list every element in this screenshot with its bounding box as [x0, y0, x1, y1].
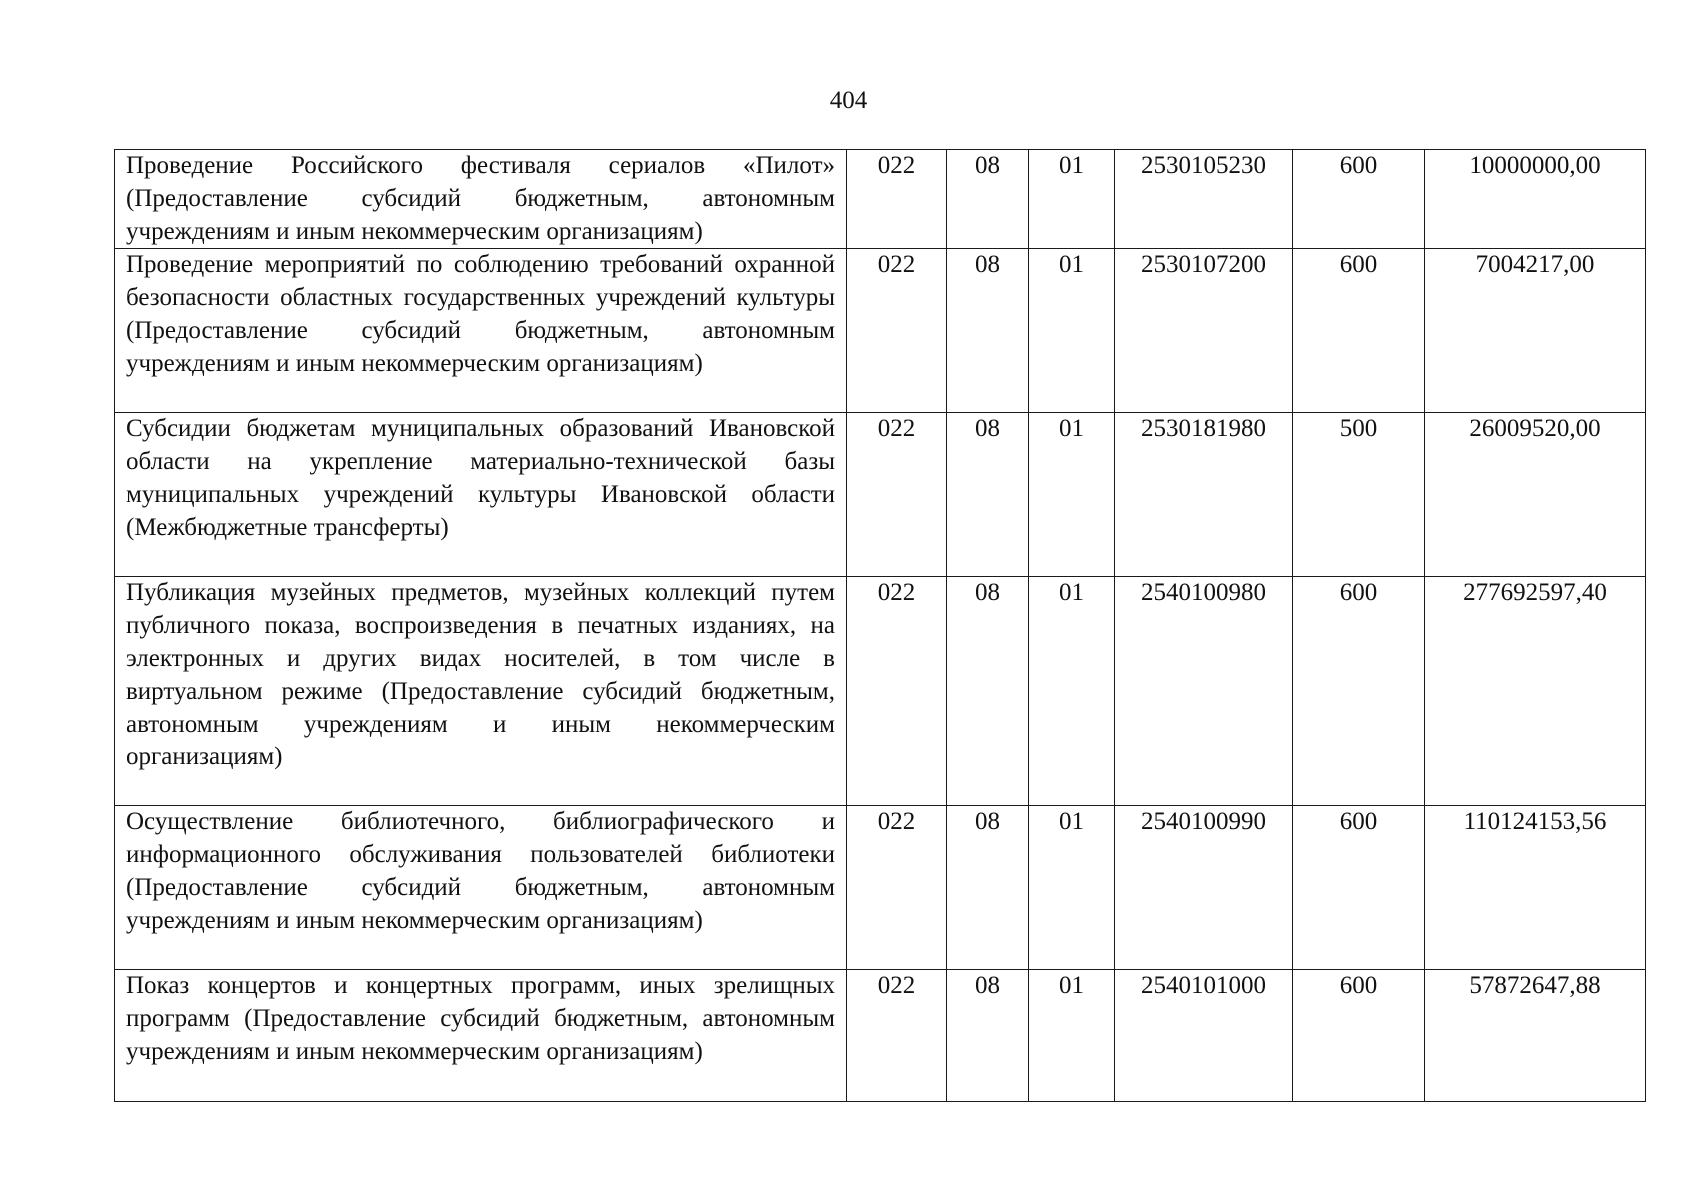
- amount: 26009520,00: [1425, 413, 1646, 577]
- expense-description: Показ концертов и концертных программ, иных зрелищных программ (Предоставление субсидий бюджетным, автономным учреждениям и иным некоммерческим организациям): [115, 970, 847, 1102]
- amount: 10000000,00: [1425, 150, 1646, 249]
- table-row: [115, 970, 1646, 1102]
- subsection-code: 01: [1029, 577, 1115, 806]
- expense-type-code: 600: [1293, 970, 1425, 1102]
- expense-description: Проведение Российского фестиваля сериалов «Пилот» (Предоставление субсидий бюджетным, автономным учреждениям и иным некоммерческим организациям): [115, 150, 847, 249]
- target-article-code: 2530181980: [1115, 413, 1293, 577]
- table-row: [115, 577, 1646, 806]
- table-row: [115, 249, 1646, 413]
- subsection-code: 01: [1029, 249, 1115, 413]
- expense-type-code: 600: [1293, 249, 1425, 413]
- subsection-code: 01: [1029, 413, 1115, 577]
- section-code: 08: [947, 413, 1029, 577]
- table-row: [115, 806, 1646, 970]
- budget-table: [114, 149, 1646, 1102]
- subsection-code: 01: [1029, 150, 1115, 249]
- expense-description: Субсидии бюджетам муниципальных образований Ивановской области на укрепление материально-технической базы муниципальных учреждений культуры Ивановской области (Межбюджетные трансферты): [115, 413, 847, 577]
- ministry-code: 022: [847, 150, 947, 249]
- page-number: 404: [829, 87, 868, 114]
- section-code: 08: [947, 577, 1029, 806]
- amount: 110124153,56: [1425, 806, 1646, 970]
- expense-type-code: 500: [1293, 413, 1425, 577]
- section-code: 08: [947, 249, 1029, 413]
- expense-description: Публикация музейных предметов, музейных коллекций путем публичного показа, воспроизведения в печатных изданиях, на электронных и других видах носителей, в том числе в виртуальном режиме (Предоставление субсидий бюджетным, автономным учреждениям и иным некоммерческим организациям): [115, 577, 847, 806]
- table-row: [115, 150, 1646, 249]
- target-article-code: 2540100980: [1115, 577, 1293, 806]
- expense-description: Осуществление библиотечного, библиографического и информационного обслуживания пользователей библиотеки (Предоставление субсидий бюджетным, автономным учреждениям и иным некоммерческим организациям): [115, 806, 847, 970]
- ministry-code: 022: [847, 249, 947, 413]
- expense-description: Проведение мероприятий по соблюдению требований охранной безопасности областных государственных учреждений культуры (Предоставление субсидий бюджетным, автономным учреждениям и иным некоммерческим организациям): [115, 249, 847, 413]
- section-code: 08: [947, 806, 1029, 970]
- ministry-code: 022: [847, 577, 947, 806]
- ministry-code: 022: [847, 413, 947, 577]
- amount: 57872647,88: [1425, 970, 1646, 1102]
- section-code: 08: [947, 970, 1029, 1102]
- ministry-code: 022: [847, 806, 947, 970]
- expense-type-code: 600: [1293, 150, 1425, 249]
- table-row: [115, 413, 1646, 577]
- section-code: 08: [947, 150, 1029, 249]
- subsection-code: 01: [1029, 806, 1115, 970]
- expense-type-code: 600: [1293, 806, 1425, 970]
- target-article-code: 2540101000: [1115, 970, 1293, 1102]
- expense-type-code: 600: [1293, 577, 1425, 806]
- target-article-code: 2530107200: [1115, 249, 1293, 413]
- ministry-code: 022: [847, 970, 947, 1102]
- target-article-code: 2530105230: [1115, 150, 1293, 249]
- amount: 7004217,00: [1425, 249, 1646, 413]
- amount: 277692597,40: [1425, 577, 1646, 806]
- subsection-code: 01: [1029, 970, 1115, 1102]
- target-article-code: 2540100990: [1115, 806, 1293, 970]
